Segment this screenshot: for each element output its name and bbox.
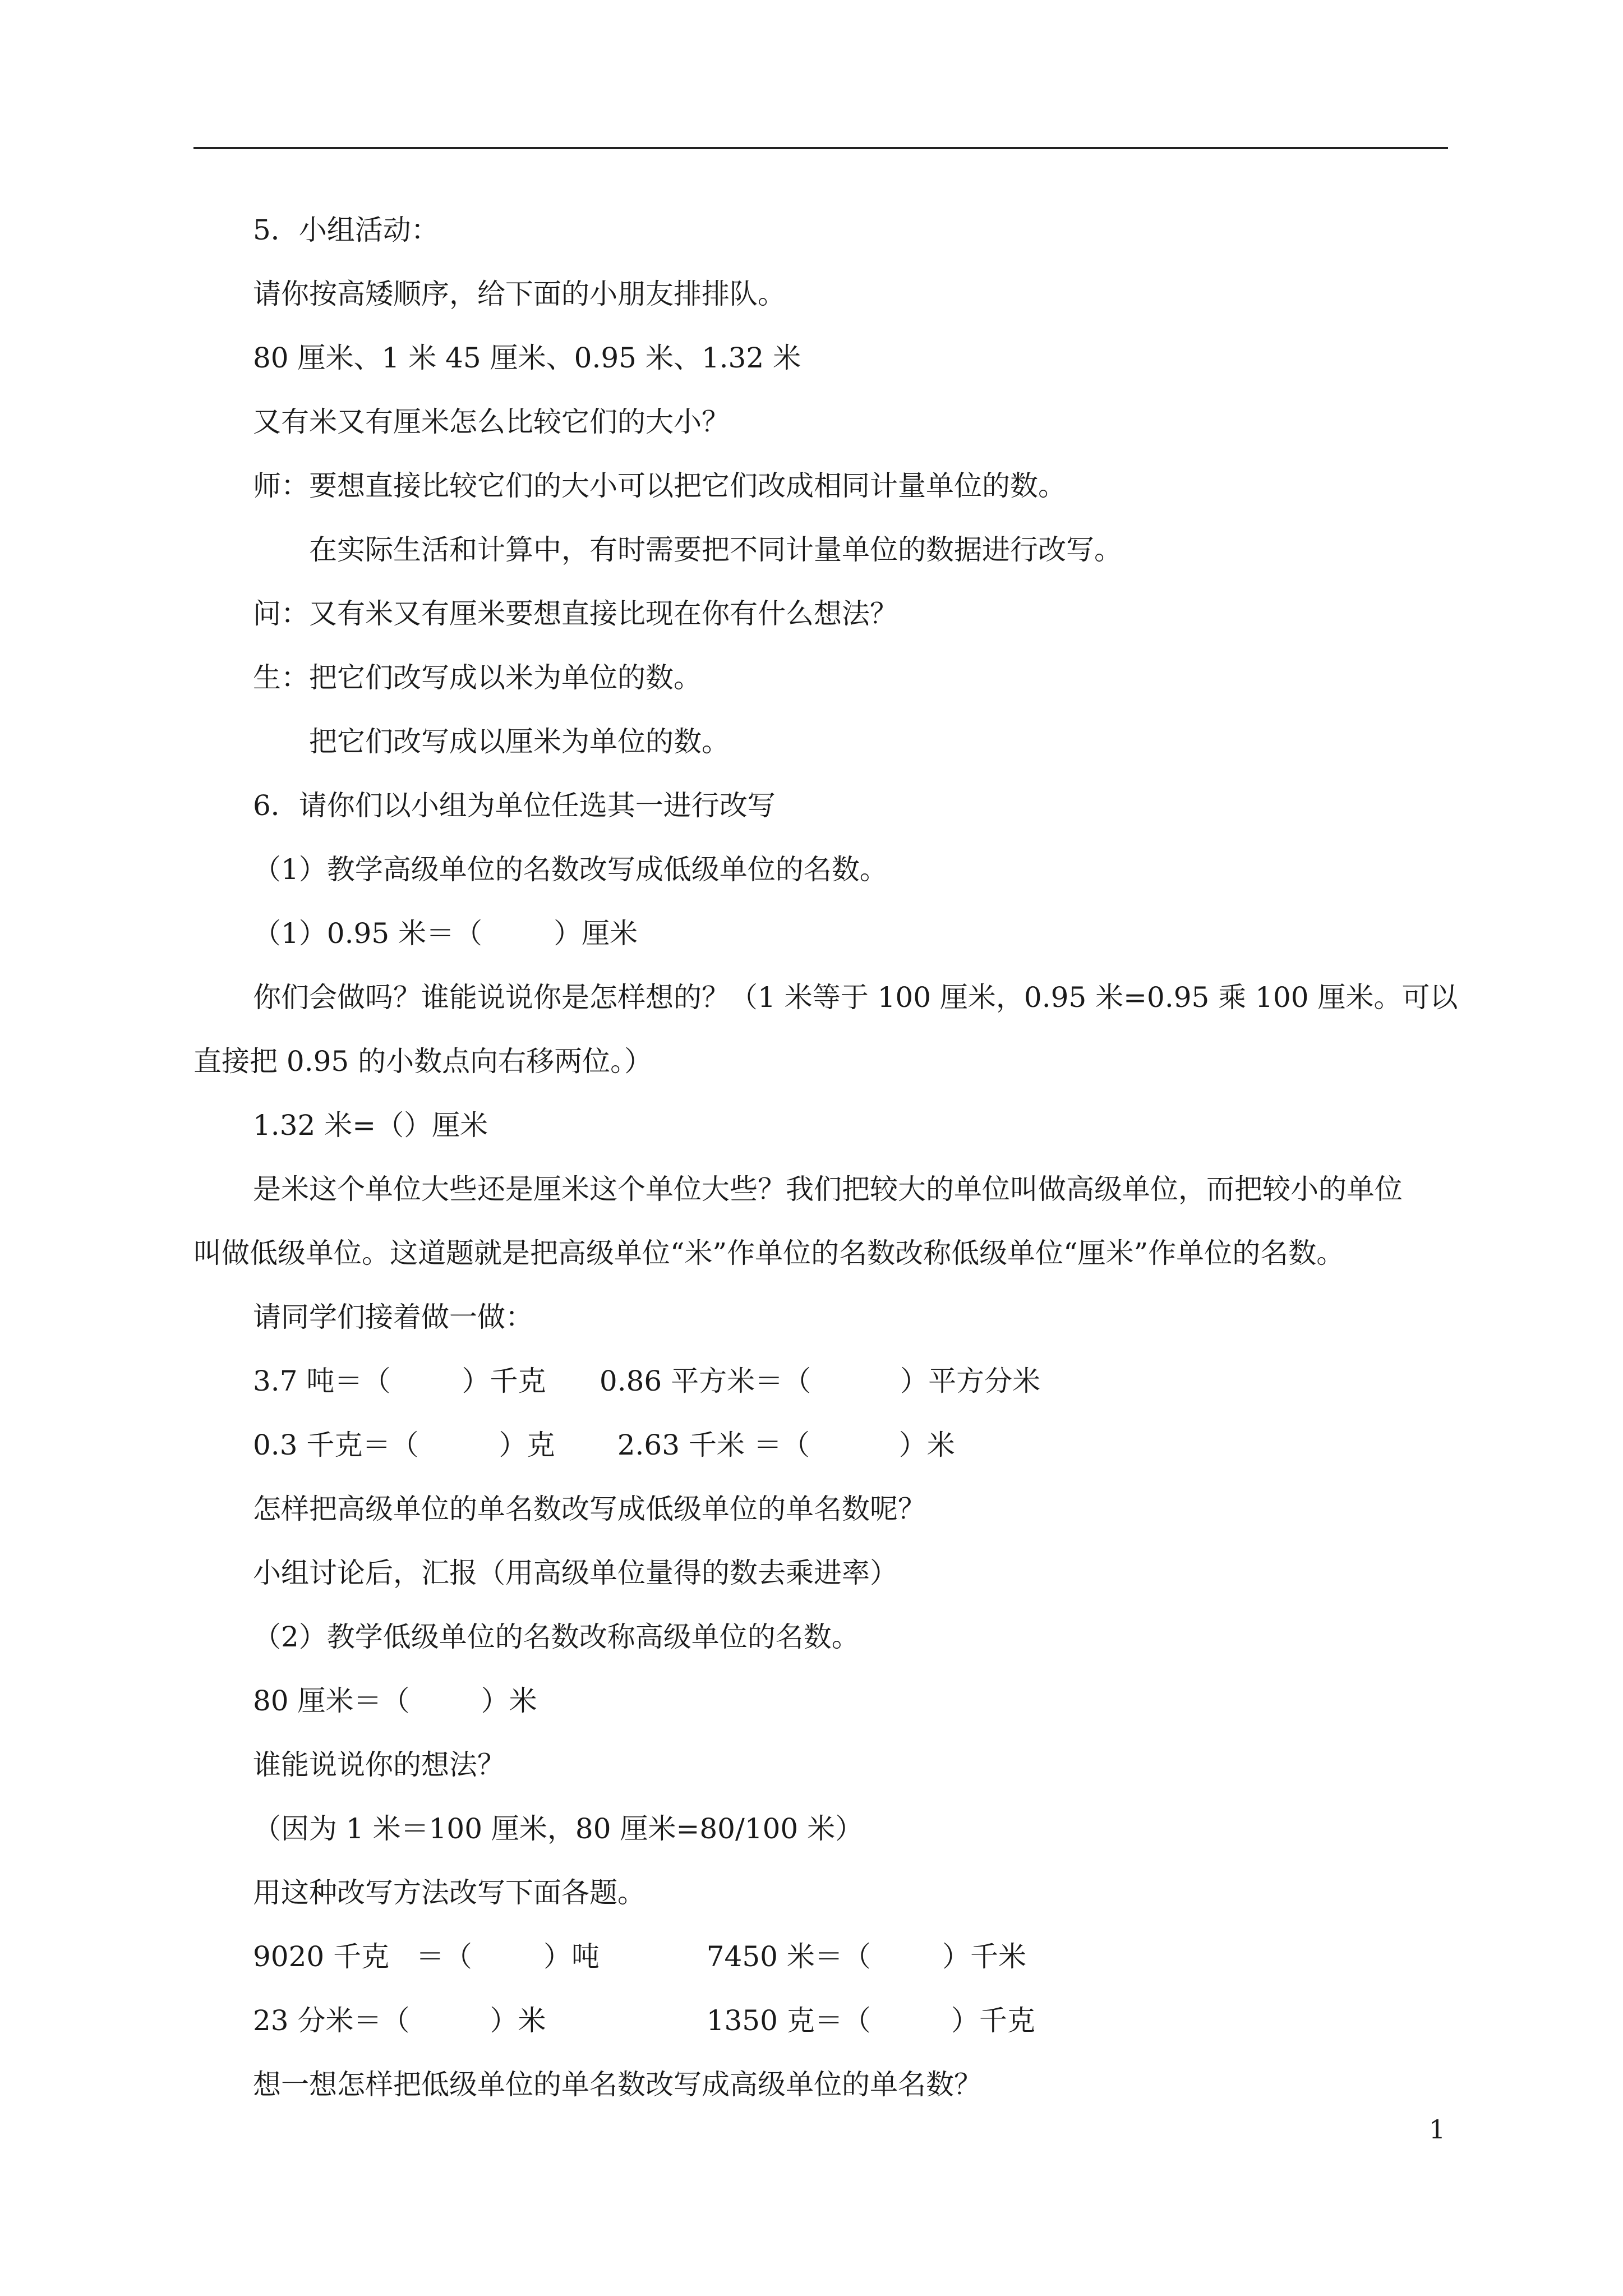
text-line: 谁能说说你的想法？ <box>253 1749 505 1781</box>
text-line: 80 厘米＝（ ）米 <box>253 1685 537 1717</box>
text-line: 问：又有米又有厘米要想直接比现在你有什么想法？ <box>253 597 898 630</box>
text-line: 小组讨论后，汇报（用高级单位量得的数去乘进率） <box>253 1557 898 1589</box>
text-line: 23 分米＝（ ）米 1350 克＝（ ）千克 <box>253 2004 1035 2037</box>
text-line: 直接把 0.95 的小数点向右移两位。） <box>193 1045 653 1078</box>
text-line: 怎样把高级单位的单名数改写成低级单位的单名数呢？ <box>253 1493 926 1525</box>
text-line: （1）教学高级单位的名数改写成低级单位的名数。 <box>253 853 888 886</box>
text-line: 3.7 吨＝（ ）千克 0.86 平方米＝（ ）平方分米 <box>253 1365 1041 1397</box>
text-line: 9020 千克 ＝（ ）吨 7450 米＝（ ）千米 <box>253 1940 1026 1973</box>
text-line: 叫做低级单位。这道题就是把高级单位“米”作单位的名数改称低级单位“厘米”作单位的名数。 <box>193 1237 1345 1269</box>
text-line: 用这种改写方法改写下面各题。 <box>253 1876 645 1909</box>
text-line: 师：要想直接比较它们的大小可以把它们改成相同计量单位的数。 <box>253 470 1066 502</box>
text-line: 0.3 千克＝（ ）克 2.63 千米 ＝（ ）米 <box>253 1429 955 1461</box>
text-line: 你们会做吗？谁能说说你是怎样想的？（1 米等于 100 厘米，0.95 米=0.95 乘 100 厘米。可以 <box>253 981 1458 1014</box>
text-line: 把它们改写成以厘米为单位的数。 <box>309 725 730 758</box>
text-line-heading-6: 6．请你们以小组为单位任选其一进行改写 <box>253 789 776 822</box>
text-line: 请同学们接着做一做： <box>253 1301 533 1333</box>
text-line: （因为 1 米＝100 厘米，80 厘米=80/100 米） <box>253 1812 864 1845</box>
text-line: （2）教学低级单位的名数改称高级单位的名数。 <box>253 1621 860 1653</box>
page-number: 1 <box>1429 2114 1446 2145</box>
text-line: 1.32 米=（）厘米 <box>253 1109 488 1142</box>
text-line: 生：把它们改写成以米为单位的数。 <box>253 661 702 694</box>
text-line-heading-5: 5．小组活动： <box>253 214 439 246</box>
text-line: 又有米又有厘米怎么比较它们的大小？ <box>253 406 730 438</box>
text-line: 80 厘米、1 米 45 厘米、0.95 米、1.32 米 <box>253 342 801 374</box>
text-line: 请你按高矮顺序，给下面的小朋友排排队。 <box>253 278 786 310</box>
text-line: （1）0.95 米＝（ ）厘米 <box>253 917 638 950</box>
text-line: 想一想怎样把低级单位的单名数改写成高级单位的单名数？ <box>253 2068 982 2101</box>
header-rule <box>193 147 1448 149</box>
text-line: 在实际生活和计算中，有时需要把不同计量单位的数据进行改写。 <box>309 533 1122 566</box>
text-line: 是米这个单位大些还是厘米这个单位大些？我们把较大的单位叫做高级单位，而把较小的单位 <box>253 1173 1403 1205</box>
